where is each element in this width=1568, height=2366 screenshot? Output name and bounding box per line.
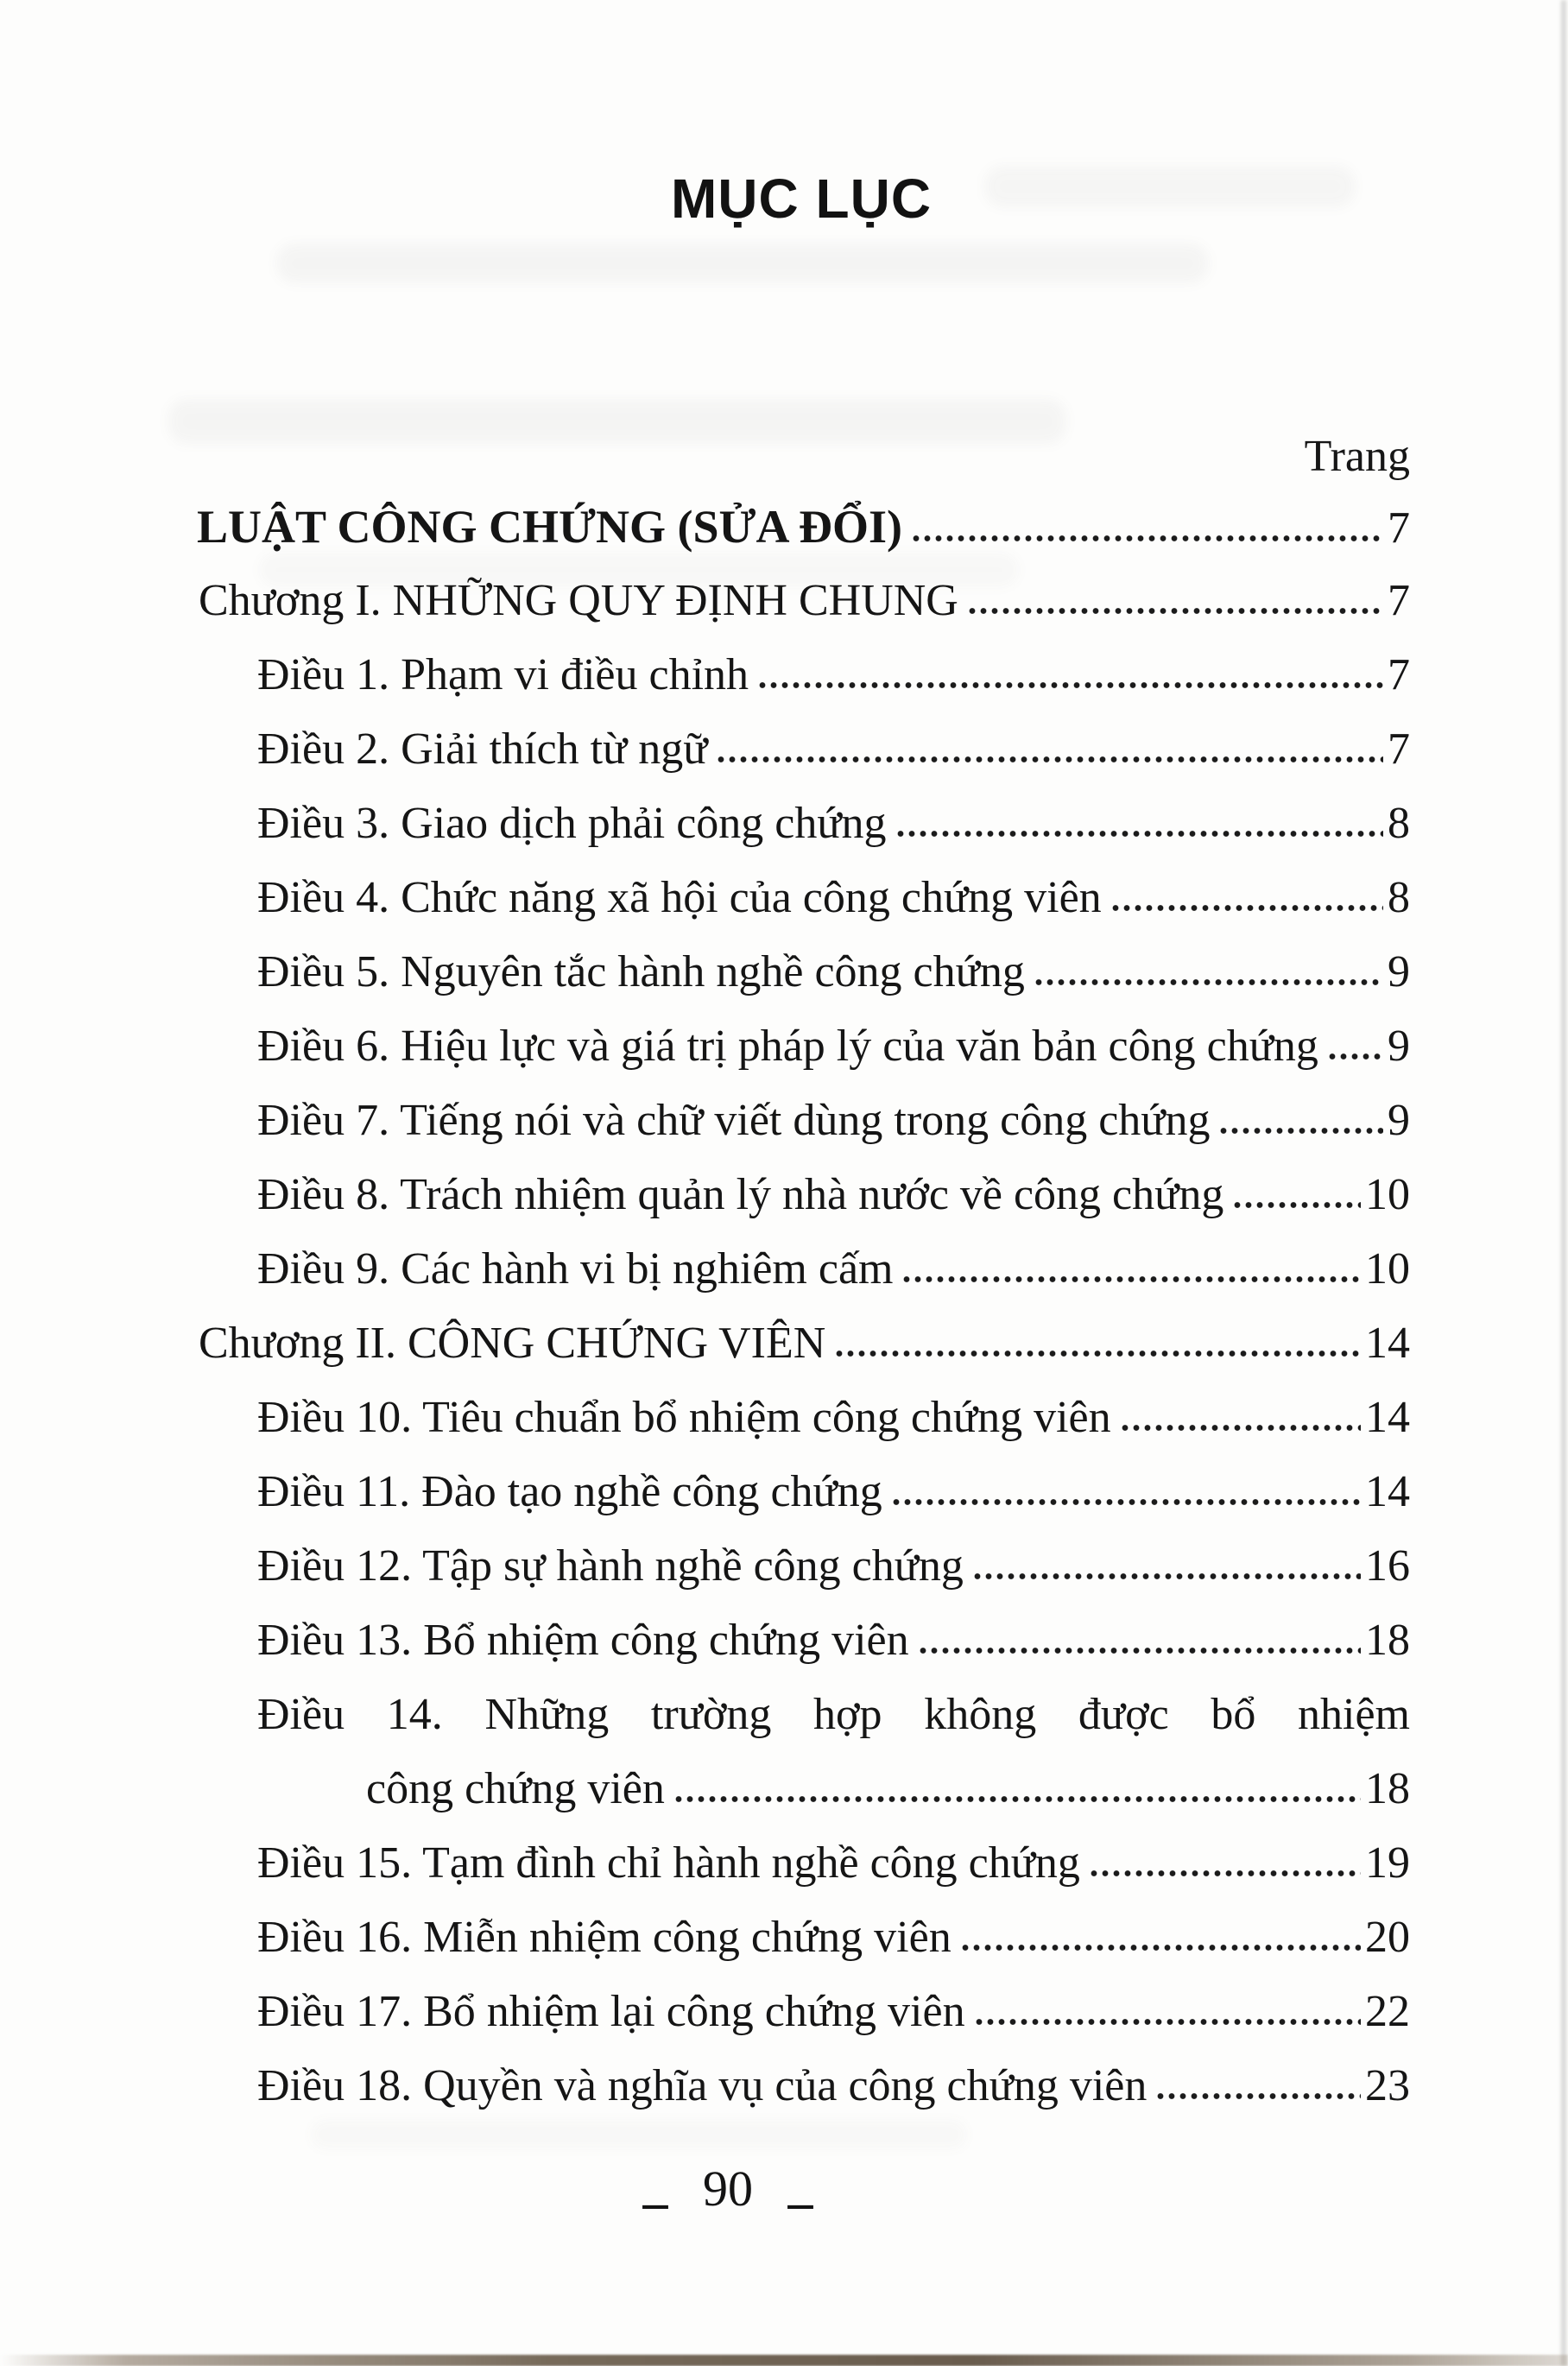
dot-leader — [976, 2018, 1361, 2026]
toc-entry — [197, 1529, 1410, 1604]
dot-leader — [1157, 2092, 1361, 2100]
toc-entry — [197, 787, 1410, 861]
toc-entry — [197, 1381, 1410, 1455]
toc-entry — [197, 1975, 1410, 2049]
page-number-footer — [0, 2152, 1512, 2226]
toc-entry — [197, 1084, 1410, 1158]
toc-entry — [197, 1158, 1410, 1232]
toc-entry-label: Điều 11. Đào tạo nghề công chứng — [257, 1467, 882, 1516]
toc-entry-page: 18 — [1365, 1616, 1410, 1665]
toc-entry-label: Điều 7. Tiếng nói và chữ viết dùng trong công chứng — [257, 1096, 1211, 1145]
toc-entry-page: 9 — [1388, 1022, 1410, 1071]
toc-list — [197, 490, 1410, 2123]
toc-entry-label: Điều 15. Tạm đình chỉ hành nghề công chứng — [257, 1838, 1080, 1888]
footer-dash-right: _ — [787, 2157, 813, 2213]
toc-entry-label: Điều 3. Giao dịch phải công chứng — [257, 799, 887, 848]
toc-entry-label: Điều 14. Những trường hợp không được bổ nhiệm — [257, 1690, 1410, 1739]
toc-entry — [197, 1232, 1410, 1306]
bleed-through-artifact — [311, 2120, 967, 2149]
page-column-header: Trang — [1304, 432, 1410, 481]
toc-entry-label: công chứng viên — [366, 1764, 665, 1813]
toc-entry — [197, 1752, 1410, 1826]
toc-entry-page: 23 — [1365, 2061, 1410, 2110]
scan-edge-right — [1561, 0, 1566, 2366]
toc-entry — [197, 1455, 1410, 1529]
toc-entry — [197, 1678, 1410, 1752]
dot-leader — [969, 607, 1383, 615]
page-title: MỤC LỤC — [670, 168, 933, 230]
toc-entry-page: 8 — [1388, 799, 1410, 848]
toc-entry-page: 14 — [1365, 1393, 1410, 1442]
toc-entry-page: 14 — [1365, 1319, 1410, 1368]
toc-entry-label: Điều 17. Bổ nhiệm lại công chứng viên — [257, 1987, 965, 2036]
toc-entry-label: LUẬT CÔNG CHỨNG (SỬA ĐỔI) — [197, 501, 903, 553]
toc-entry-label: Điều 10. Tiêu chuẩn bổ nhiệm công chứng viên — [257, 1393, 1111, 1442]
toc-entry-page: 10 — [1365, 1170, 1410, 1219]
toc-entry-label: Điều 18. Quyền và nghĩa vụ của công chứng viên — [257, 2061, 1148, 2110]
dot-leader — [920, 1647, 1361, 1654]
toc-entry-label: Điều 1. Phạm vi điều chỉnh — [257, 650, 749, 699]
dot-leader — [1091, 1869, 1361, 1877]
toc-entry-label: Điều 12. Tập sự hành nghề công chứng — [257, 1541, 964, 1591]
toc-entry — [197, 861, 1410, 935]
toc-entry-page: 7 — [1388, 724, 1410, 774]
toc-entry-label: Điều 16. Miễn nhiệm công chứng viên — [257, 1913, 952, 1962]
dot-leader — [1220, 1127, 1383, 1135]
toc-entry-label: Điều 8. Trách nhiệm quản lý nhà nước về công chứng — [257, 1170, 1224, 1219]
toc-entry-page: 18 — [1365, 1764, 1410, 1813]
toc-entry-label: Chương I. NHỮNG QUY ĐỊNH CHUNG — [199, 576, 958, 625]
toc-entry-page: 19 — [1365, 1838, 1410, 1888]
toc-entry-label: Điều 9. Các hành vi bị nghiêm cấm — [257, 1244, 894, 1294]
toc-entry-page: 9 — [1388, 947, 1410, 996]
toc-entry-page: 7 — [1388, 503, 1410, 553]
footer-page-number: 90 — [703, 2160, 753, 2217]
bleed-through-artifact — [276, 244, 1209, 283]
dot-leader — [897, 830, 1383, 838]
toc-entry-label: Điều 4. Chức năng xã hội của công chứng viên — [257, 873, 1102, 922]
toc-entry-page: 7 — [1388, 576, 1410, 625]
toc-entry-label: Điều 2. Giải thích từ ngữ — [257, 724, 708, 774]
dot-leader — [759, 681, 1383, 689]
toc-entry-label: Điều 13. Bổ nhiệm công chứng viên — [257, 1616, 909, 1665]
toc-entry-label: Chương II. CÔNG CHỨNG VIÊN — [199, 1319, 826, 1368]
toc-entry-page: 22 — [1365, 1987, 1410, 2036]
dot-leader — [1329, 1053, 1383, 1060]
toc-entry — [197, 1826, 1410, 1901]
toc-entry-page: 14 — [1365, 1467, 1410, 1516]
dot-leader — [903, 1275, 1361, 1283]
toc-entry-page: 8 — [1388, 873, 1410, 922]
toc-entry-page: 20 — [1365, 1913, 1410, 1962]
toc-entry-page: 9 — [1388, 1096, 1410, 1145]
toc-entry — [197, 2049, 1410, 2123]
toc-entry — [197, 1009, 1410, 1084]
dot-leader — [836, 1350, 1361, 1357]
toc-entry — [197, 1604, 1410, 1678]
bleed-through-artifact — [168, 399, 1066, 444]
dot-leader — [675, 1795, 1361, 1803]
toc-entry — [197, 712, 1410, 787]
toc-entry-label: Điều 5. Nguyên tắc hành nghề công chứng — [257, 947, 1025, 996]
toc-entry-label: Điều 6. Hiệu lực và giá trị pháp lý của văn bản công chứng — [257, 1022, 1318, 1071]
dot-leader — [1112, 904, 1383, 912]
scan-edge-bottom — [0, 2355, 1568, 2366]
dot-leader — [718, 756, 1383, 763]
toc-entry-page: 10 — [1365, 1244, 1410, 1294]
dot-leader — [1122, 1424, 1361, 1432]
toc-entry-page: 7 — [1388, 650, 1410, 699]
dot-leader — [1035, 978, 1383, 986]
toc-entry — [197, 490, 1410, 564]
toc-entry — [197, 564, 1410, 638]
dot-leader — [974, 1572, 1361, 1580]
toc-entry — [197, 1901, 1410, 1975]
footer-dash-left: _ — [642, 2157, 668, 2213]
toc-entry — [197, 1306, 1410, 1381]
toc-entry — [197, 638, 1410, 712]
dot-leader — [893, 1498, 1361, 1506]
dot-leader — [962, 1944, 1361, 1952]
toc-entry-page: 16 — [1365, 1541, 1410, 1591]
toc-entry — [197, 935, 1410, 1009]
dot-leader — [913, 535, 1383, 542]
dot-leader — [1234, 1201, 1361, 1209]
